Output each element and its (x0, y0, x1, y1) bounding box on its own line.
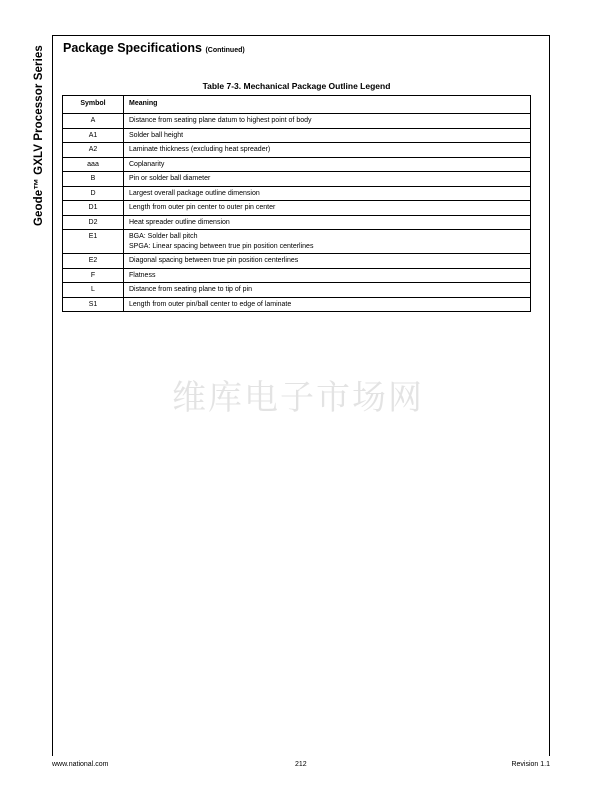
meaning-cell (124, 201, 531, 216)
meaning-line: Largest overall package outline dimension (129, 189, 260, 197)
table-row (63, 128, 531, 143)
symbol-cell: L (63, 283, 124, 298)
table-row (63, 254, 531, 269)
meaning-line: Heat spreader outline dimension (129, 218, 230, 226)
meaning-line: Length from outer pin/ball center to edge of laminate (129, 300, 292, 308)
meaning-cell (124, 143, 531, 158)
meaning-cell (124, 186, 531, 201)
symbol-cell: B (63, 172, 124, 187)
meaning-cell (124, 283, 531, 298)
symbol-cell: A (63, 114, 124, 129)
symbol-column-header: Symbol (63, 96, 124, 114)
meaning-line: Diagonal spacing between true pin position centerlines (129, 257, 299, 264)
footer-page-number: 212 (295, 761, 307, 768)
table-row (63, 157, 531, 172)
meaning-line: Solder ball height (129, 131, 184, 139)
meaning-line: Distance from seating plane datum to highest point of body (129, 117, 312, 124)
meaning-line: BGA: Solder ball pitch (129, 233, 198, 240)
meaning-line: Laminate thickness (excluding heat spreader) (129, 146, 271, 153)
symbol-cell: aaa (63, 157, 124, 172)
symbol-cell: A2 (63, 143, 124, 158)
meaning-cell (124, 128, 531, 143)
table-body (63, 114, 531, 312)
watermark: 维库电子市场网 (172, 378, 424, 418)
table-row (63, 172, 531, 187)
meaning-line: Coplanarity (129, 160, 165, 168)
meaning-cell (124, 254, 531, 269)
meaning-line: Pin or solder ball diameter (129, 175, 211, 182)
meaning-cell (124, 157, 531, 172)
meaning-cell (124, 172, 531, 187)
series-side-title-text: Geode™ GXLV Processor Series (33, 45, 45, 226)
section-title (63, 41, 245, 55)
table-row (63, 114, 531, 129)
symbol-cell: F (63, 268, 124, 283)
symbol-cell: S1 (63, 297, 124, 312)
table-row (63, 143, 531, 158)
meaning-cell (124, 297, 531, 312)
table-row (63, 297, 531, 312)
table-row (63, 268, 531, 283)
section-title-text: Package Specifications (63, 41, 202, 55)
meaning-cell (124, 230, 531, 254)
meaning-line: Flatness (129, 271, 156, 279)
symbol-cell: E2 (63, 254, 124, 269)
footer-revision: Revision 1.1 (511, 761, 550, 768)
table-row (63, 283, 531, 298)
series-side-title (33, 36, 45, 226)
table-row (63, 186, 531, 201)
table-row (63, 215, 531, 230)
meaning-cell (124, 268, 531, 283)
meaning-cell (124, 114, 531, 129)
table-row (63, 230, 531, 254)
symbol-cell: A1 (63, 128, 124, 143)
table-caption: Table 7-3. Mechanical Package Outline Legend (202, 81, 391, 91)
meaning-line: Distance from seating plane to tip of pin (129, 286, 252, 293)
meaning-line: Length from outer pin center to outer pin center (129, 204, 276, 211)
table-row (63, 201, 531, 216)
symbol-cell: D (63, 186, 124, 201)
section-continued-label: (Continued) (205, 47, 245, 54)
symbol-cell: D1 (63, 201, 124, 216)
meaning-line: SPGA: Linear spacing between true pin position centerlines (129, 242, 314, 250)
meaning-column-header: Meaning (124, 96, 531, 114)
meaning-cell (124, 215, 531, 230)
package-outline-legend-table (62, 95, 531, 312)
footer-website: www.national.com (52, 761, 109, 768)
table-header-row (63, 96, 531, 114)
symbol-cell: E1 (63, 230, 124, 254)
symbol-cell: D2 (63, 215, 124, 230)
